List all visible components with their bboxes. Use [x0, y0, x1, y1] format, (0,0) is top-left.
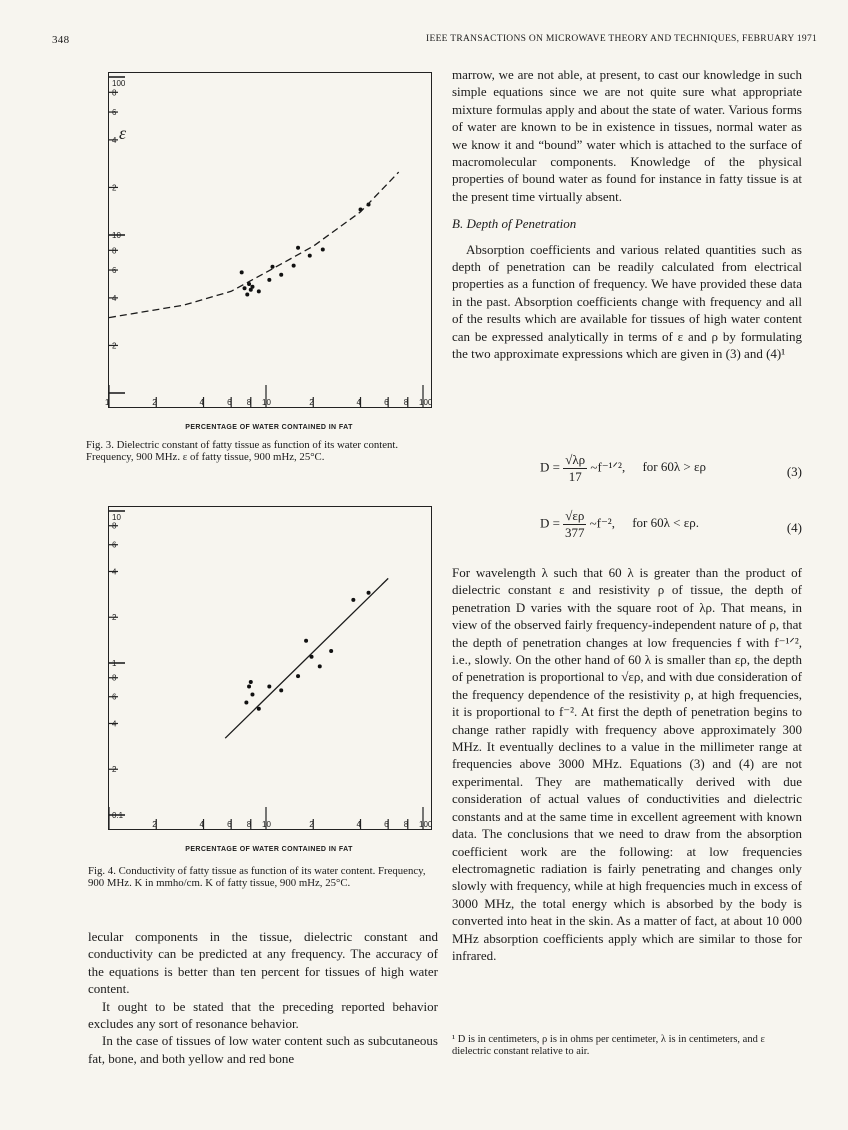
eq4-lhs: D = — [540, 515, 560, 531]
y-tick-label: 2 — [112, 765, 117, 775]
left-column — [88, 928, 438, 1067]
data-point — [249, 680, 253, 684]
y-tick-label: 8 — [112, 246, 117, 256]
x-tick-label: 4 — [199, 398, 204, 407]
figure-4-xlabel: PERCENTAGE OF WATER CONTAINED IN FAT — [185, 846, 353, 853]
data-point — [270, 265, 274, 269]
x-tick-label: 100 — [419, 398, 433, 407]
data-point — [296, 674, 300, 678]
x-tick-label: 1 — [105, 398, 110, 407]
y-tick-label: 6 — [112, 540, 117, 550]
eq3-rhs: ~f⁻¹ᐟ², — [590, 459, 626, 475]
y-tick-label: 8 — [112, 521, 117, 531]
y-tick-label: 2 — [112, 183, 117, 193]
data-point — [245, 293, 249, 297]
x-tick-label: 6 — [227, 820, 232, 829]
page-number: 348 — [52, 34, 70, 46]
data-point — [329, 649, 333, 653]
data-point — [304, 639, 308, 643]
y-tick-label: 4 — [112, 293, 117, 303]
right-paragraph-2: Absorption coefficients and various related quantities such as depth of penetration can be readily calculated from electrical properties as a function of frequency. We have provided these data in the past. Absorption coefficients change with frequency and all of the results which are available for tissues of high water content can be expressed analytically in terms of ε and ρ by formulating the two approximate expressions which are given in (3) and (4)¹ — [452, 241, 802, 362]
x-tick-label: 10 — [262, 820, 271, 829]
data-point — [240, 270, 244, 274]
figure-3-svg — [105, 73, 433, 407]
equation-3 — [540, 452, 802, 485]
figure-4-plot — [108, 506, 432, 830]
right-column-top — [452, 66, 802, 363]
epsilon-symbol: ε — [119, 123, 127, 143]
y-tick-label: 6 — [112, 266, 117, 276]
right-paragraph-3: For wavelength λ such that 60 λ is greater than the product of dielectric constant ε and resistivity ρ of tissue, the depth of penetration D varies with the square root of λρ. That means, in view of the observed fairly frequency-independent nature of ρ, that the depth of penetration changes at low frequencies f with f⁻¹ᐟ², i.e., slowly. On the other hand of 60 λ is smaller than ερ, the depth of penetration is proportional to √ερ, and with due consideration of the frequency dependence of the resistivity ρ, at high frequencies, it is proportional to f⁻². At first the depth of penetration begins to change rather rapidly with frequency above approximately 300 MHz. It eventually declines to a value in the millimeter range at frequencies above 3000 MHz. Equations (3) and (4) are not experimental. They are mathematically derived with due consideration of actual values of conductivities and dielectric constants and at the same time in excellent agreement with known data. The conclusions that we need to draw from the absorption coefficient work are the following: at low frequencies electromagnetic radiation is fairly penetrating and changes only slowly with frequency, while at high frequencies much in excess of 3000 MHz, the total energy which is absorbed by the body is converted into heat in the skin. As a matter of fact, at about 10 000 MHz absorption coefficients apply which are similar to those for infrared. — [452, 565, 802, 963]
y-tick-label: 4 — [112, 135, 117, 145]
x-tick-label: 4 — [199, 820, 204, 829]
data-point — [279, 688, 283, 692]
x-tick-label: 6 — [384, 398, 389, 407]
x-tick-label: 8 — [246, 820, 252, 829]
data-point — [367, 591, 371, 595]
x-tick-label: 2 — [309, 820, 314, 829]
figure-3-plot — [105, 72, 433, 408]
y-tick-label: 8 — [112, 88, 117, 98]
right-paragraph-1: marrow, we are not able, at present, to cast our knowledge in such simple equations since we are not quite sure what appropriate mixture formulas apply and about the state of water. Various forms of water are known to be in existence in tissues, normal water as we know it and “bound” water which is attached to the surface of macromolecular components. Knowledge of the physical properties of bound water as found for instance in fatty tissue is at the present time virtually absent. — [452, 67, 802, 204]
section-heading: B. Depth of Penetration — [452, 216, 577, 232]
data-point — [351, 598, 355, 602]
x-tick-label: 8 — [403, 398, 409, 407]
y-tick-label: 4 — [112, 567, 117, 577]
eq3-denominator: 17 — [568, 469, 582, 484]
y-tick-label: 100 — [112, 79, 126, 88]
x-tick-label: 2 — [152, 820, 157, 829]
data-point — [296, 246, 300, 250]
data-point — [250, 285, 254, 289]
data-point — [321, 247, 325, 251]
eq3-condition: for 60λ > ερ — [642, 459, 706, 475]
data-point — [250, 693, 254, 697]
y-tick-label: 6 — [112, 692, 117, 702]
data-point — [247, 685, 251, 689]
x-tick-label: 8 — [246, 398, 252, 407]
x-tick-label: 8 — [403, 820, 409, 829]
y-tick-label: 0.1 — [112, 811, 124, 820]
figure-3-caption: Fig. 3. Dielectric constant of fatty tissue as function of its water content. Frequency, 900 MHz. ε of fatty tissue, 900 mHz, 25°C. — [86, 439, 399, 463]
left-paragraph-3: In the case of tissues of low water content such as subcutaneous fat, bone, and both yellow and red bone — [88, 1033, 438, 1066]
y-tick-label: 6 — [112, 108, 117, 118]
eq3-lhs: D = — [540, 459, 560, 475]
eq3-numerator: √λρ — [565, 452, 586, 467]
figure-3-xlabel: PERCENTAGE OF WATER CONTAINED IN FAT — [185, 424, 353, 431]
y-tick-label: 1 — [112, 659, 117, 668]
right-column-bottom — [452, 564, 802, 964]
y-tick-label: 2 — [112, 341, 117, 351]
x-tick-label: 4 — [356, 820, 361, 829]
x-tick-label: 2 — [309, 398, 314, 407]
data-point — [244, 700, 248, 704]
data-point — [318, 664, 322, 668]
x-tick-label: 6 — [227, 398, 232, 407]
eq4-numerator: √ερ — [565, 508, 585, 523]
x-tick-label: 100 — [419, 820, 433, 829]
x-tick-label: 10 — [262, 398, 271, 407]
data-point — [257, 289, 261, 293]
eq4-condition: for 60λ < ερ. — [632, 515, 699, 531]
x-tick-label: 2 — [152, 398, 157, 407]
data-point — [279, 273, 283, 277]
y-tick-label: 10 — [112, 231, 121, 240]
figure-4-svg — [109, 507, 431, 829]
eq4-label: (4) — [786, 520, 802, 535]
y-tick-label: 4 — [112, 719, 117, 729]
figure-4-caption: Fig. 4. Conductivity of fatty tissue as function of its water content. Frequency, 900 MHz. K in mmho/cm. K of fatty tissue, 900 mHz, 25°C. — [88, 865, 426, 889]
eq4-denominator: 377 — [565, 525, 585, 540]
journal-header: IEEE TRANSACTIONS ON MICROWAVE THEORY AND TECHNIQUES, FEBRUARY 1971 — [426, 34, 818, 44]
data-point — [267, 278, 271, 282]
y-tick-label: 8 — [112, 673, 117, 683]
equation-4 — [540, 508, 802, 541]
data-point — [267, 685, 271, 689]
x-tick-label: 4 — [356, 398, 361, 407]
footnote: ¹ D is in centimeters, ρ is in ohms per centimeter, λ is in centimeters, and ε dielectric constant relative to air. — [452, 1034, 765, 1057]
x-tick-label: 6 — [384, 820, 389, 829]
eq4-rhs: ~f⁻², — [589, 515, 615, 531]
eq3-label: (3) — [786, 464, 802, 479]
y-tick-label: 10 — [112, 513, 121, 522]
data-point — [243, 286, 247, 290]
fit-line — [109, 172, 399, 318]
left-paragraph-2: It ought to be stated that the preceding reported behavior excludes any sort of resonance behavior. — [88, 998, 438, 1032]
data-point — [308, 254, 312, 258]
y-tick-label: 2 — [112, 613, 117, 623]
fit-line — [225, 578, 388, 738]
data-point — [292, 264, 296, 268]
left-paragraph-1: lecular components in the tissue, dielectric constant and conductivity can be predicted at any frequency. The accuracy of the equations is better than ten percent for tissues of high water content. — [88, 929, 438, 997]
